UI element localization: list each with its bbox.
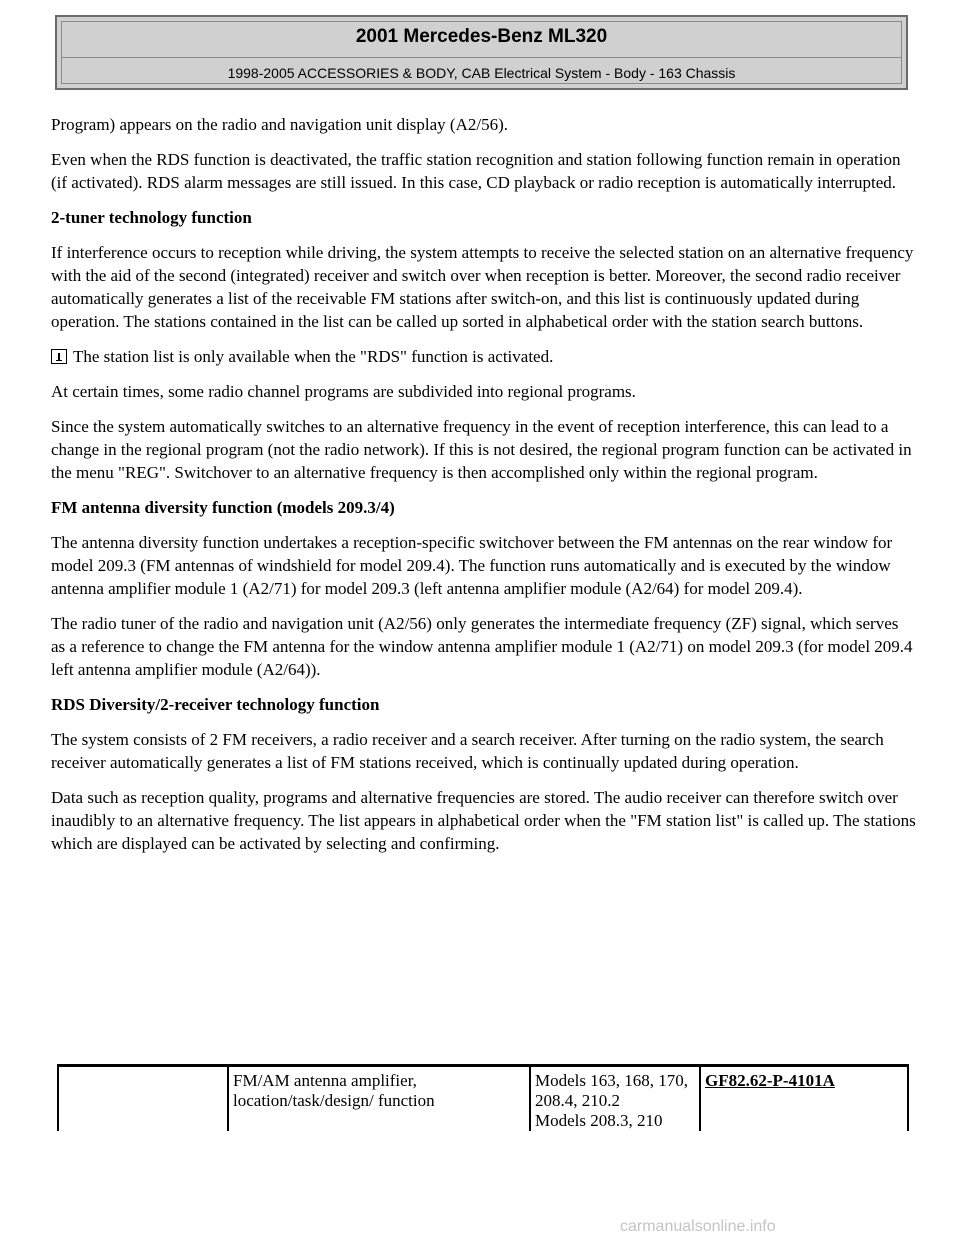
note-paragraph	[51, 345, 916, 368]
paragraph: Even when the RDS function is deactivated, the traffic station recognition and station following function remain in operation (if activated). RDS alarm messages are still issued. In this case, CD playback or radio reception is automatically interrupted.	[51, 150, 901, 192]
table-row	[58, 1066, 908, 1132]
section-heading: 2-tuner technology function	[51, 208, 252, 227]
paragraph: The radio tuner of the radio and navigation unit (A2/56) only generates the intermediate frequency (ZF) signal, which serves as a reference to change the FM antenna for the window antenna amplifier module 1 (A2/71) on model 209.3 (for model 209.4 left antenna amplifier module (A2/64)).	[51, 614, 913, 679]
note-icon	[51, 349, 67, 364]
paragraph: Since the system automatically switches to an alternative frequency in the event of reception interference, this can lead to a change in the regional program (not the radio network). If this is not desired, the regional program function can be activated in the menu "REG". Switchover to an alternative frequency is then accomplished only within the regional program.	[51, 417, 912, 482]
models-line: Models 208.3, 210	[535, 1111, 663, 1130]
paragraph: At certain times, some radio channel programs are subdivided into regional programs.	[51, 382, 636, 401]
table-cell-empty	[58, 1066, 228, 1132]
document-link[interactable]: GF82.62-P-4101A	[705, 1071, 835, 1090]
document-body	[51, 113, 916, 867]
table-cell-reference	[700, 1066, 908, 1132]
header-divider	[61, 57, 902, 58]
paragraph: Program) appears on the radio and navigation unit display (A2/56).	[51, 115, 508, 134]
paragraph: The system consists of 2 FM receivers, a radio receiver and a search receiver. After turning on the radio system, the search receiver automatically generates a list of FM stations received, which is continually updated during operation.	[51, 730, 884, 772]
table-cell-description: FM/AM antenna amplifier, location/task/design/ function	[228, 1066, 530, 1132]
watermark: carmanualsonline.info	[620, 1218, 776, 1235]
models-line: Models 163, 168, 170, 208.4, 210.2	[535, 1071, 688, 1110]
table-cell-models	[530, 1066, 700, 1132]
section-heading: FM antenna diversity function (models 209.3/4)	[51, 498, 395, 517]
page-subtitle: 1998-2005 ACCESSORIES & BODY, CAB Electrical System - Body - 163 Chassis	[227, 65, 736, 81]
reference-table	[57, 1064, 909, 1131]
page-header	[55, 15, 908, 90]
note-text: The station list is only available when the "RDS" function is activated.	[73, 347, 554, 366]
page-title: 2001 Mercedes-Benz ML320	[355, 26, 608, 47]
paragraph: The antenna diversity function undertakes a reception-specific switchover between the FM antennas on the rear window for model 209.3 (FM antennas of windshield for model 209.4). The function runs automatically and is executed by the window antenna amplifier module 1 (A2/71) for model 209.3 (left antenna amplifier module (A2/64) for model 209.4).	[51, 533, 893, 598]
paragraph: Data such as reception quality, programs and alternative frequencies are stored. The audio receiver can therefore switch over inaudibly to an alternative frequency. The list appears in alphabetical order when the "FM station list" is called up. The stations which are displayed can be activated by selecting and confirming.	[51, 788, 916, 853]
paragraph: If interference occurs to reception while driving, the system attempts to receive the selected station on an alternative frequency with the aid of the second (integrated) receiver and switch over when reception is better. Moreover, the second radio receiver automatically generates a list of the receivable FM stations after switch-on, and this list is continuously updated during operation. The stations contained in the list can be called up sorted in alphabetical order with the station search buttons.	[51, 243, 914, 331]
section-heading: RDS Diversity/2-receiver technology function	[51, 695, 380, 714]
